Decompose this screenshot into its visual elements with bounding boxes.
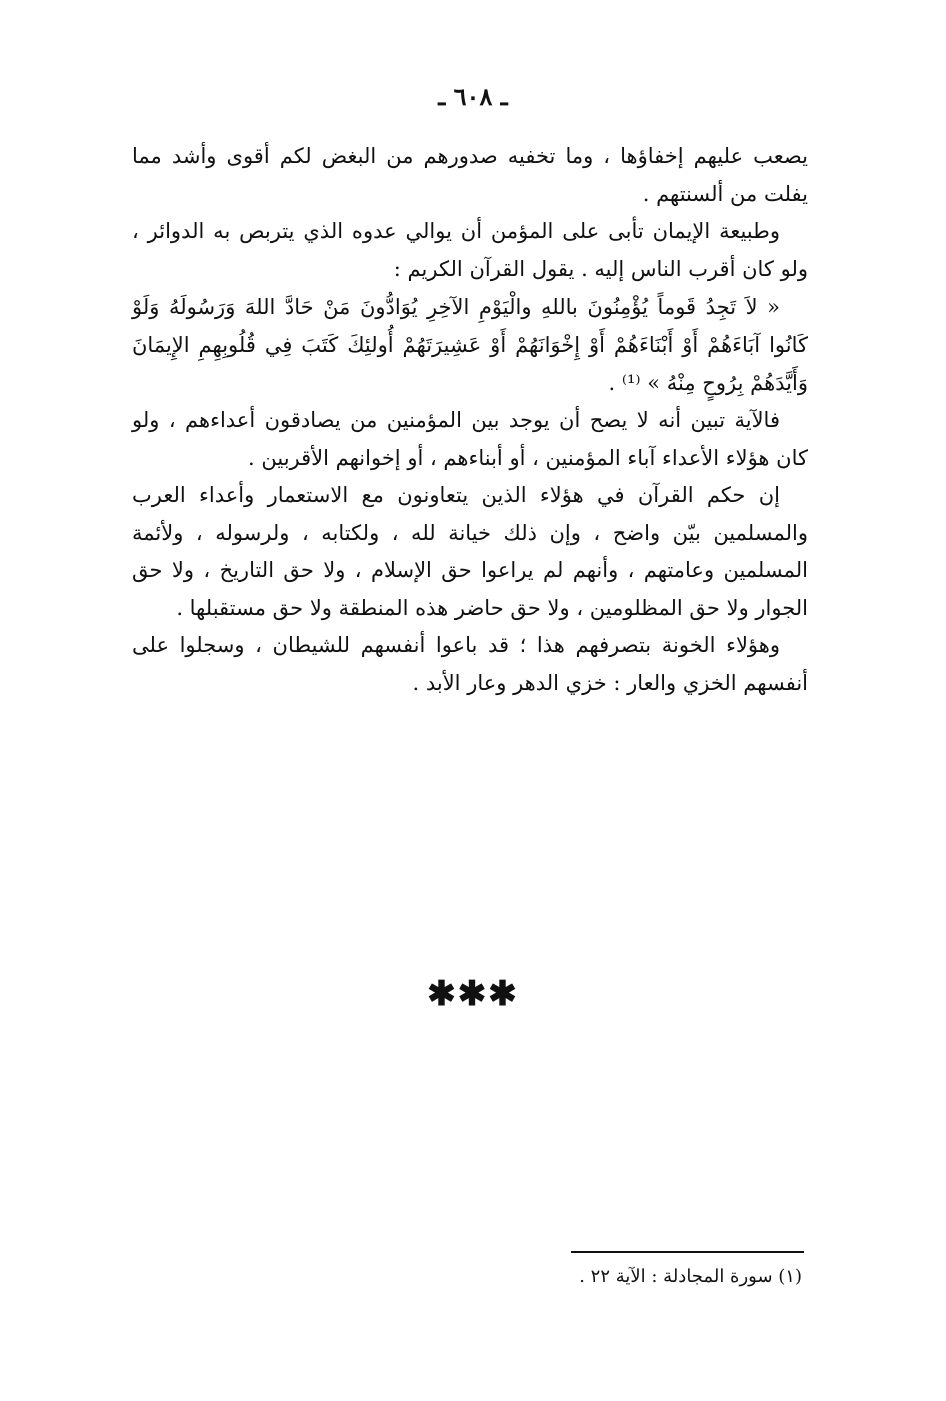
paragraph-quran-ruling: إن حكم القرآن في هؤلاء الذين يتعاونون مع الاستعمار وأعداء العرب والمسلمين بيّن واضح ، وإن ذلك خيانة لله ، ولكتابه ، ولرسوله ، ولأئمة المسلمين وعامتهم ، وأنهم لم يراعوا حق الإسلام ، ولا حق التاريخ ، ولا حق الجوار ولا حق المظلومين ، ولا حق حاضر هذه المنطقة ولا حق مستقبلها .	[132, 483, 808, 620]
body-text	[132, 138, 808, 702]
paragraph-continuation: يصعب عليهم إخفاؤها ، وما تخفيه صدورهم من البغض لكم أقوى وأشد مما يفلت من ألسنتهم .	[132, 144, 808, 206]
section-separator-asterisks: ✱✱✱	[427, 974, 519, 1014]
paragraph-verse-explanation: فالآية تبين أنه لا يصح أن يوجد بين المؤمنين من يصادقون أعداءهم ، ولو كان هؤلاء الأعداء آباء المؤمنين ، أو أبناءهم ، أو إخوانهم الأقربين .	[132, 408, 808, 470]
paragraph-faith-nature: وطبيعة الإيمان تأبى على المؤمن أن يوالي عدوه الذي يتربص به الدوائر ، ولو كان أقرب الناس إليه . يقول القرآن الكريم :	[132, 219, 808, 281]
footnote: (١) سورة المجادلة : الآية ٢٢ .	[579, 1266, 802, 1287]
footnote-divider	[571, 1251, 804, 1253]
page-number: ـ ٦٠٨ ـ	[438, 82, 508, 111]
paragraph-traitors: وهؤلاء الخونة بتصرفهم هذا ؛ قد باعوا أنفسهم للشيطان ، وسجلوا على أنفسهم الخزي والعار : خزي الدهر وعار الأبد .	[132, 633, 808, 695]
quran-verse-quote: « لاَ تَجِدُ قَوماً يُؤْمِنُونَ باللهِ والْيَوْمِ الآخِرِ يُوَادُّونَ مَنْ حَادَّ اللهَ وَرَسُولَهُ وَلَوْ كَانُوا آبَاءَهُمْ أَوْ أَبْنَاءَهُمْ أَوْ إِخْوَانَهُمْ أَوْ عَشِيرَتَهُمْ أُولئِكَ كَتَبَ فِي قُلُوبِهِمِ الإِيمَانَ وَأَيَّدَهُمْ بِرُوحٍ مِنْهُ » ⁽¹⁾ .	[132, 295, 808, 395]
